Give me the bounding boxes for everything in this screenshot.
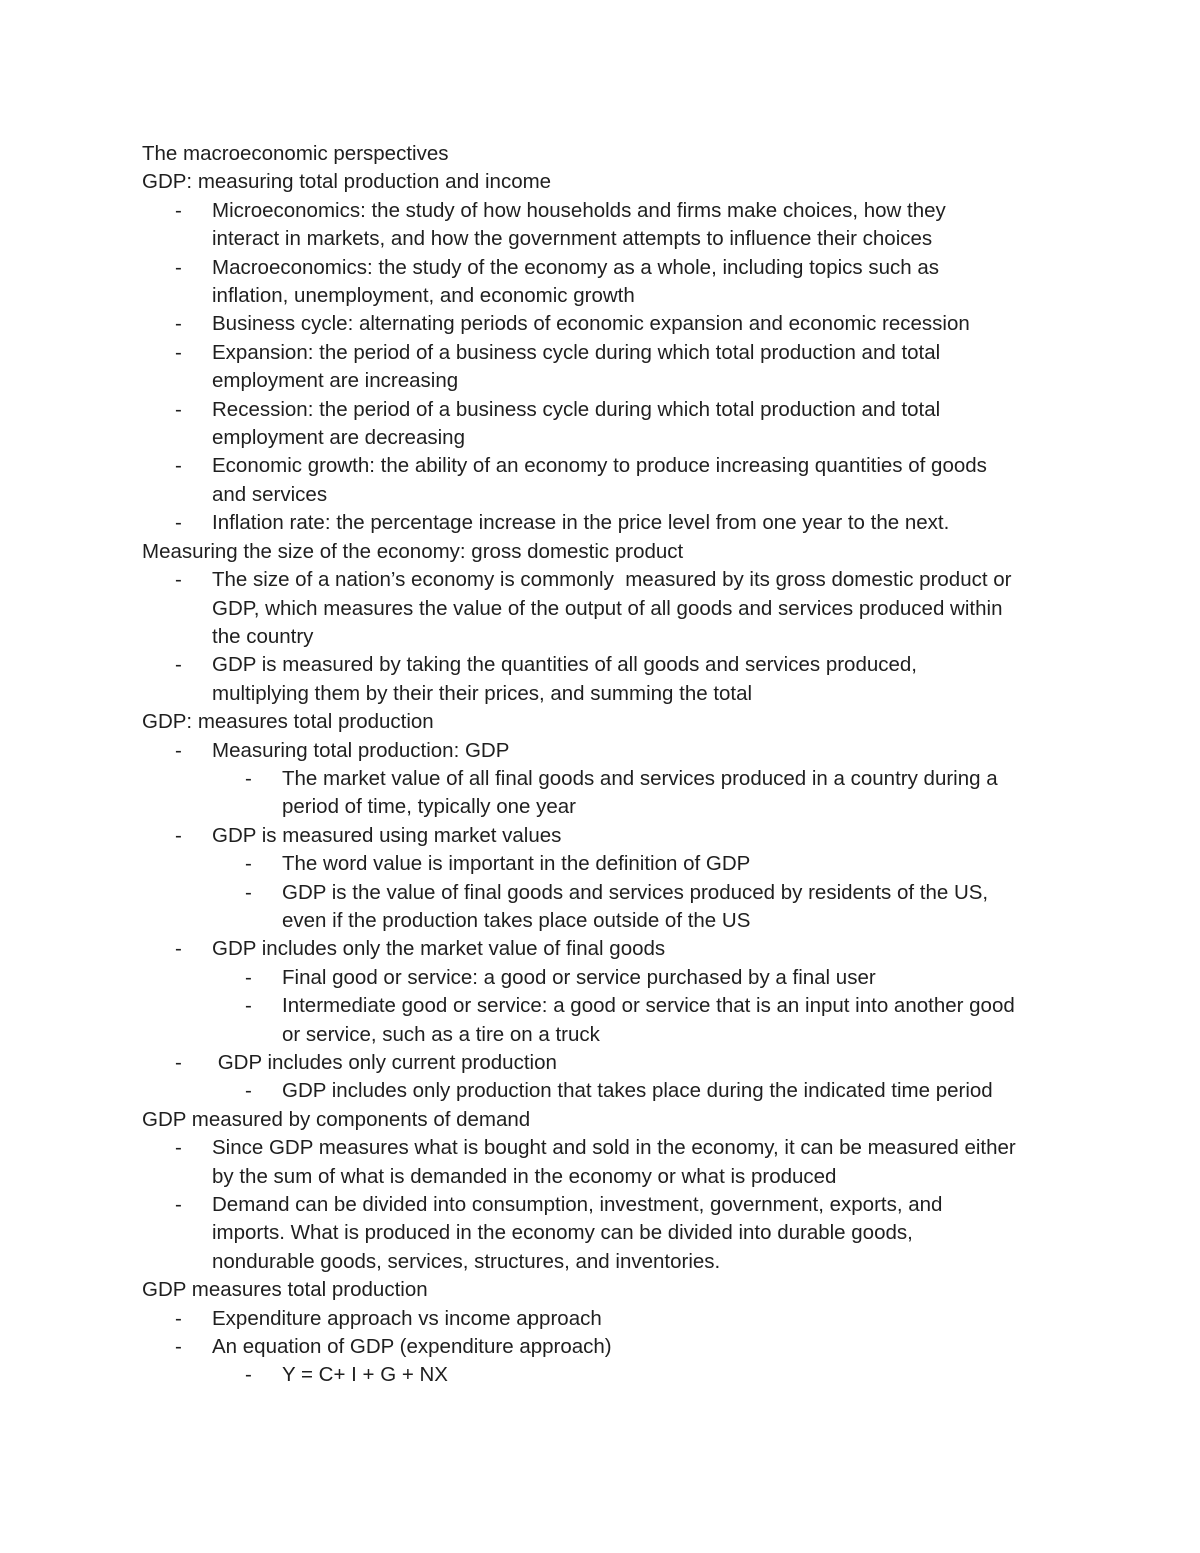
line-text: GDP is measured using market values	[212, 823, 562, 847]
line-text: Business cycle: alternating periods of economic expansion and economic recession	[212, 312, 970, 336]
line-text: GDP is the value of final goods and services produced by residents of the US,	[282, 880, 989, 904]
bullet-dash: -	[245, 965, 252, 989]
section-heading	[142, 708, 1072, 736]
bullet-item	[142, 935, 1072, 963]
bullet-continuation	[142, 367, 1072, 395]
section-heading	[142, 168, 1072, 196]
line-text: Recession: the period of a business cycle during which total production and total	[212, 397, 941, 421]
line-text: interact in markets, and how the government attempts to influence their choices	[212, 227, 933, 251]
bullet-continuation	[142, 282, 1072, 310]
bullet-item	[142, 1049, 1072, 1077]
bullet-item	[142, 1361, 1072, 1389]
line-text: and services	[212, 482, 328, 506]
line-text: The market value of all final goods and services produced in a country during a	[282, 766, 998, 790]
bullet-dash: -	[175, 823, 182, 847]
bullet-dash: -	[175, 198, 182, 222]
bullet-continuation	[142, 481, 1072, 509]
line-text: An equation of GDP (expenditure approach)	[212, 1335, 612, 1359]
line-text: Demand can be divided into consumption, investment, government, exports, and	[212, 1193, 943, 1217]
bullet-item	[142, 396, 1072, 424]
bullet-dash: -	[175, 1136, 182, 1160]
bullet-dash: -	[175, 738, 182, 762]
section-heading	[142, 140, 1072, 168]
line-text: by the sum of what is demanded in the economy or what is produced	[212, 1164, 837, 1188]
bullet-item	[142, 1134, 1072, 1162]
bullet-dash: -	[175, 340, 182, 364]
bullet-continuation	[142, 680, 1072, 708]
bullet-continuation	[142, 424, 1072, 452]
bullet-continuation	[142, 1021, 1072, 1049]
line-text: employment are decreasing	[212, 426, 465, 450]
bullet-item	[142, 1077, 1072, 1105]
bullet-continuation	[142, 595, 1072, 623]
bullet-dash: -	[175, 653, 182, 677]
line-text: Economic growth: the ability of an economy to produce increasing quantities of goods	[212, 454, 987, 478]
line-text: GDP: measures total production	[142, 710, 434, 734]
bullet-dash: -	[175, 1051, 182, 1074]
line-text: The macroeconomic perspectives	[142, 142, 449, 165]
section-heading	[142, 1106, 1072, 1134]
bullet-item	[142, 1191, 1072, 1219]
bullet-dash: -	[245, 994, 252, 1018]
bullet-dash: -	[175, 255, 182, 279]
line-text: GDP includes only current production	[212, 1051, 557, 1074]
line-text: GDP is measured by taking the quantities of all goods and services produced,	[212, 653, 917, 677]
bullet-item	[142, 310, 1072, 338]
bullet-item	[142, 765, 1072, 793]
line-text: GDP measured by components of demand	[142, 1107, 531, 1131]
bullet-continuation	[142, 793, 1072, 821]
bullet-item	[142, 566, 1072, 594]
bullet-dash: -	[175, 1306, 182, 1330]
line-text: Inflation rate: the percentage increase in the price level from one year to the next.	[212, 511, 950, 535]
bullet-dash: -	[245, 1363, 252, 1387]
line-text: nondurable goods, services, structures, and inventories.	[212, 1249, 721, 1273]
line-text: Y = C+ I + G + NX	[282, 1363, 448, 1387]
bullet-item	[142, 850, 1072, 878]
bullet-item	[142, 509, 1072, 537]
bullet-item	[142, 452, 1072, 480]
bullet-continuation	[142, 623, 1072, 651]
line-text: inflation, unemployment, and economic growth	[212, 284, 635, 308]
line-text: or service, such as a tire on a truck	[282, 1022, 600, 1046]
bullet-item	[142, 254, 1072, 282]
bullet-continuation	[142, 225, 1072, 253]
line-text: Expansion: the period of a business cycle during which total production and total	[212, 340, 941, 364]
line-text: Expenditure approach vs income approach	[212, 1306, 602, 1330]
line-text: Final good or service: a good or service purchased by a final user	[282, 965, 876, 989]
line-text: GDP measures total production	[142, 1278, 428, 1302]
line-text: Microeconomics: the study of how households and firms make choices, how they	[212, 198, 946, 222]
bullet-dash: -	[175, 454, 182, 478]
bullet-item	[142, 964, 1072, 992]
line-text: GDP: measuring total production and income	[142, 170, 552, 194]
bullet-continuation	[142, 1219, 1072, 1247]
bullet-dash: -	[175, 511, 182, 535]
line-text: The word value is important in the definition of GDP	[282, 852, 751, 876]
bullet-dash: -	[175, 397, 182, 421]
line-text: Measuring total production: GDP	[212, 738, 510, 762]
bullet-dash: -	[245, 880, 252, 904]
bullet-continuation	[142, 907, 1072, 935]
line-text: Intermediate good or service: a good or service that is an input into another good	[282, 994, 1015, 1018]
line-text: Measuring the size of the economy: gross domestic product	[142, 539, 684, 563]
bullet-dash: -	[175, 568, 182, 592]
bullet-item	[142, 651, 1072, 679]
bullet-dash: -	[175, 1335, 182, 1359]
bullet-item	[142, 992, 1072, 1020]
line-text: GDP includes only production that takes place during the indicated time period	[282, 1079, 993, 1103]
bullet-dash: -	[175, 312, 182, 336]
line-text: Since GDP measures what is bought and sold in the economy, it can be measured either	[212, 1136, 1016, 1160]
bullet-dash: -	[175, 1193, 182, 1217]
line-text: period of time, typically one year	[282, 795, 576, 819]
line-text: imports. What is produced in the economy can be divided into durable goods,	[212, 1221, 913, 1245]
line-text: GDP includes only the market value of final goods	[212, 937, 666, 961]
line-text: multiplying them by their their prices, and summing the total	[212, 681, 753, 705]
bullet-continuation	[142, 1163, 1072, 1191]
bullet-item	[142, 822, 1072, 850]
line-text: employment are increasing	[212, 369, 459, 393]
bullet-item	[142, 197, 1072, 225]
notes-body	[142, 140, 1072, 1390]
bullet-item	[142, 339, 1072, 367]
bullet-item	[142, 737, 1072, 765]
bullet-dash: -	[245, 1079, 252, 1103]
line-text: The size of a nation’s economy is commonly measured by its gross domestic product or	[212, 568, 1012, 592]
section-heading	[142, 1276, 1072, 1304]
line-text: GDP, which measures the value of the output of all goods and services produced within	[212, 596, 1003, 620]
bullet-dash: -	[245, 766, 252, 790]
bullet-continuation	[142, 1248, 1072, 1276]
bullet-item	[142, 1333, 1072, 1361]
bullet-dash: -	[175, 937, 182, 961]
line-text: the country	[212, 624, 314, 648]
bullet-dash: -	[245, 852, 252, 876]
line-text: even if the production takes place outside of the US	[282, 908, 751, 932]
bullet-item	[142, 1305, 1072, 1333]
line-text: Macroeconomics: the study of the economy as a whole, including topics such as	[212, 255, 939, 279]
section-heading	[142, 538, 1072, 566]
bullet-item	[142, 879, 1072, 907]
